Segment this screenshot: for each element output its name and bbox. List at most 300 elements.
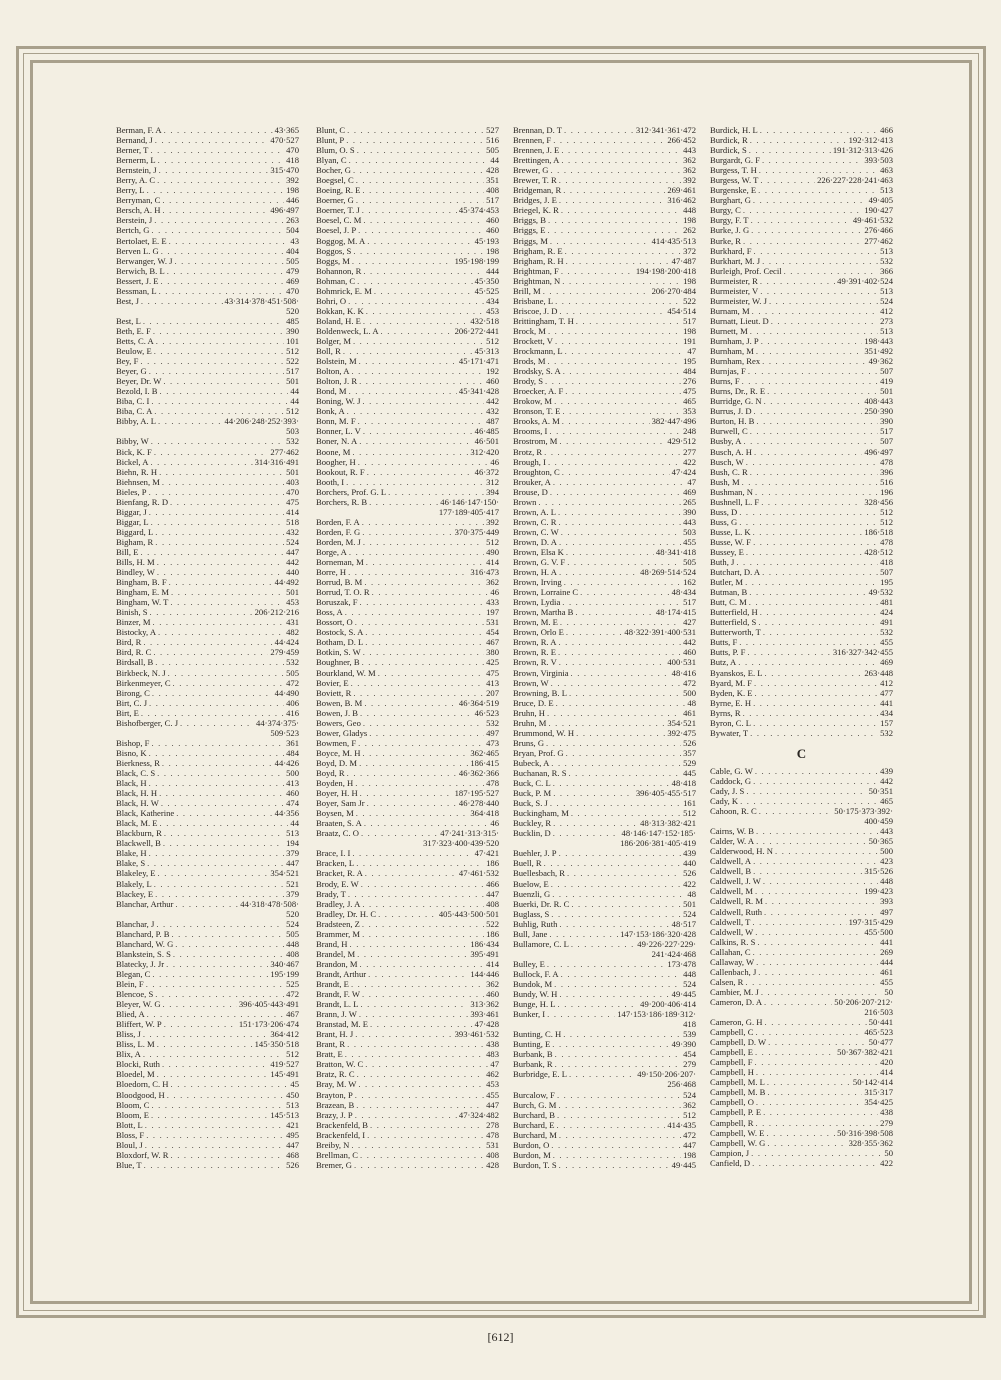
dot-leader [140, 356, 284, 366]
index-entry [710, 286, 893, 296]
entry-pages: 351 [486, 175, 499, 186]
entry-name: Boegsel, C [316, 175, 354, 186]
index-entry [116, 246, 299, 256]
entry-pages: 413 [286, 778, 299, 789]
entry-name: Brennen, J. E [513, 145, 560, 156]
entry-pages: 357 [683, 747, 696, 758]
entry-pages: 518 [286, 516, 299, 527]
dot-leader [155, 989, 284, 999]
entry-name: Bremer, G [316, 1159, 352, 1170]
entry-name: Campbell, F [710, 1057, 753, 1068]
entry-name: Buellesbach, R [513, 868, 566, 879]
dot-leader [559, 567, 638, 577]
index-entry [710, 366, 893, 376]
dot-leader [753, 718, 878, 728]
entry-pages-continued: 216·503 [864, 1006, 893, 1017]
entry-name: Brown, G. V. F [513, 557, 566, 568]
dot-leader [352, 256, 453, 266]
dot-leader [538, 497, 681, 507]
entry-pages: 362 [683, 1099, 696, 1110]
entry-name: Bull, Jane [513, 928, 548, 939]
entry-name: Burmeister, R [710, 275, 758, 286]
dot-leader [553, 1150, 681, 1160]
index-entry [116, 175, 299, 185]
index-column-3 [513, 125, 696, 1170]
entry-pages: 194 [286, 838, 299, 849]
entry-name: Blott, L [116, 1119, 143, 1130]
entry-pages: 512 [486, 536, 499, 547]
index-entry [316, 567, 499, 577]
entry-pages: 419·527 [270, 1059, 299, 1070]
entry-pages: 47·421 [474, 848, 499, 859]
entry-pages-continued: 418 [683, 1019, 696, 1030]
index-entry [116, 457, 299, 467]
dot-leader [367, 798, 457, 808]
entry-pages: 497 [486, 727, 499, 738]
entry-pages: 44·318·478·508· [240, 898, 299, 909]
entry-name: Betts, C. A [116, 335, 154, 346]
dot-leader [559, 436, 665, 446]
entry-pages: 312·420 [470, 446, 499, 457]
dot-leader [164, 1019, 237, 1029]
entry-pages: 49·200·406·414 [640, 999, 696, 1010]
index-entry [316, 547, 499, 557]
entry-name: Berry, L [116, 185, 145, 196]
entry-name: Braatz, C. O [316, 828, 359, 839]
entry-name: Busch, A. H [710, 446, 753, 457]
entry-pages: 478 [880, 456, 893, 467]
entry-name: Bubeck, A [513, 757, 550, 768]
index-entry [710, 937, 893, 947]
entry-name: Caldwell, T [710, 916, 751, 927]
entry-name: Borrud, T. O. R [316, 587, 370, 598]
dot-leader [547, 708, 681, 718]
index-entry [116, 738, 299, 748]
index-entry [710, 256, 893, 266]
entry-pages: 483 [486, 1049, 499, 1060]
dot-leader [362, 205, 457, 215]
dot-leader [742, 376, 879, 386]
index-entry [116, 135, 299, 145]
entry-pages: 328·456 [864, 496, 893, 507]
entry-pages: 527 [486, 125, 499, 135]
index-entry [710, 617, 893, 627]
index-entry [316, 296, 499, 306]
entry-name: Bower, Gladys [316, 727, 368, 738]
dot-leader [758, 617, 878, 627]
dot-leader [346, 477, 484, 487]
entry-name: Bolton, A [316, 366, 350, 377]
index-entry [710, 326, 893, 336]
dot-leader [152, 969, 268, 979]
index-entry [513, 607, 696, 617]
entry-pages: 414·435·513 [651, 235, 696, 246]
index-entry [316, 386, 499, 396]
dot-leader [749, 587, 866, 597]
entry-pages: 479 [286, 265, 299, 276]
index-entry [710, 225, 893, 235]
index-entry [710, 416, 893, 426]
dot-leader [345, 607, 484, 617]
entry-pages: 507 [880, 567, 893, 578]
entry-name: Brown, Elsa K [513, 546, 564, 557]
dot-leader [359, 436, 472, 446]
index-entry [710, 987, 893, 997]
index-entry [513, 246, 696, 256]
entry-pages: 364·418 [470, 808, 499, 819]
index-entry [513, 708, 696, 718]
dot-leader [551, 909, 681, 919]
dot-leader [558, 507, 681, 517]
index-entry [116, 828, 299, 838]
entry-pages: 393·461·532 [454, 1029, 499, 1040]
index-entry [316, 527, 499, 537]
dot-leader [358, 457, 489, 467]
entry-pages: 512 [683, 808, 696, 819]
entry-pages: 470 [286, 285, 299, 296]
index-entry [316, 376, 499, 386]
entry-name: Burkhart, M. J [710, 255, 761, 266]
index-entry [513, 1039, 696, 1049]
index-entry [116, 647, 299, 657]
entry-name: Brand, H [316, 938, 348, 949]
entry-name: Brazean, B [316, 1099, 355, 1110]
entry-pages: 44 [290, 396, 299, 407]
dot-leader [564, 577, 681, 587]
index-entry [710, 205, 893, 215]
dot-leader [762, 356, 867, 366]
index-entry [513, 688, 696, 698]
entry-pages: 491 [880, 617, 893, 628]
index-entry [316, 1160, 499, 1170]
dot-leader [552, 889, 685, 899]
entry-name: Bloxdorf, W. R [116, 1149, 169, 1160]
index-entry [316, 848, 499, 858]
dot-leader [746, 457, 878, 467]
entry-pages: 424 [880, 607, 893, 618]
dot-leader [576, 728, 665, 738]
entry-pages: 512 [880, 506, 893, 517]
dot-leader [549, 426, 681, 436]
dot-leader [555, 1059, 681, 1069]
index-entry [710, 175, 893, 185]
dot-leader [149, 848, 285, 858]
entry-name: Bowers, Geo [316, 717, 361, 728]
entry-pages: 517 [683, 597, 696, 608]
dot-leader [552, 1039, 669, 1049]
entry-pages: 46 [490, 818, 499, 829]
entry-name: Brown, M. E [513, 617, 558, 628]
index-entry [513, 768, 696, 778]
dot-leader [567, 868, 681, 878]
entry-name: Bulley, E [513, 958, 545, 969]
entry-name: Brigham, R. H [513, 255, 564, 266]
entry-name: Burgenske, E [710, 185, 757, 196]
index-entry [513, 306, 696, 316]
entry-name: Caldwell, B [710, 866, 752, 877]
entry-pages: 276 [683, 376, 696, 387]
entry-name: Brown, R. E [513, 647, 556, 658]
entry-name: Black, Katherine [116, 808, 175, 819]
entry-pages: 414 [286, 506, 299, 517]
index-entry [710, 708, 893, 718]
entry-name: Bloodgood, H [116, 1089, 165, 1100]
index-entry [316, 1110, 499, 1120]
dot-leader [360, 999, 468, 1009]
entry-pages: 390 [880, 416, 893, 427]
index-entry [316, 1100, 499, 1110]
entry-pages: 279 [683, 1059, 696, 1070]
entry-name: Bibby, W [116, 436, 149, 447]
entry-pages: 413 [486, 677, 499, 688]
entry-name: Burrus, J. D [710, 406, 752, 417]
dot-leader [348, 296, 484, 306]
entry-name: Blein, F [116, 978, 144, 989]
entry-pages: 403 [286, 476, 299, 487]
dot-leader [562, 416, 650, 426]
entry-name: Campbell, R [710, 1117, 754, 1128]
dot-leader [158, 155, 284, 165]
dot-leader [752, 306, 878, 316]
entry-pages: 482 [286, 627, 299, 638]
index-entry [513, 296, 696, 306]
index-entry [513, 1090, 696, 1100]
index-entry [116, 698, 299, 708]
dot-leader [768, 1037, 866, 1047]
entry-pages: 279·459 [270, 647, 299, 658]
dot-leader [355, 778, 484, 788]
index-entry [316, 828, 499, 838]
entry-name: Bratz, R. C [316, 1069, 355, 1080]
dot-leader [357, 1069, 484, 1079]
entry-name: Canfield, D [710, 1157, 751, 1168]
entry-name: Brown, H. A [513, 567, 557, 578]
index-entry [513, 426, 696, 436]
entry-name: Burbank, R [513, 1059, 553, 1070]
entry-pages: 49·390 [671, 1039, 696, 1050]
index-entry [116, 1079, 299, 1089]
dot-leader [356, 175, 484, 185]
dot-leader [365, 637, 484, 647]
index-entry [316, 858, 499, 868]
entry-name: Buss, G [710, 516, 738, 527]
index-entry [316, 1130, 499, 1140]
dot-leader [364, 577, 484, 587]
dot-leader [736, 557, 878, 567]
entry-pages: 390 [286, 325, 299, 336]
entry-name: Bloom, E [116, 1109, 149, 1120]
dot-leader [180, 718, 254, 728]
entry-name: Burcalow, F [513, 1089, 555, 1100]
index-entry [513, 647, 696, 657]
entry-name: Bowen, B. M [316, 697, 363, 708]
index-entry [710, 467, 893, 477]
entry-pages-continued: 520 [286, 305, 299, 316]
entry-pages: 393·461 [470, 1009, 499, 1020]
dot-leader [164, 828, 284, 838]
entry-pages: 475 [286, 496, 299, 507]
index-entry [710, 1077, 893, 1087]
entry-pages: 46 [490, 587, 499, 598]
entry-pages: 144·446 [470, 968, 499, 979]
index-entry [116, 577, 299, 587]
index-entry [513, 276, 696, 286]
entry-name: Black, H [116, 778, 147, 789]
dot-leader [559, 537, 681, 547]
dot-leader [347, 1039, 484, 1049]
dot-leader [345, 1049, 484, 1059]
entry-pages: 45·313 [474, 346, 499, 357]
index-entry [513, 386, 696, 396]
entry-pages: 460 [486, 989, 499, 1000]
dot-leader [360, 959, 485, 969]
entry-pages: 408·443 [864, 396, 893, 407]
index-entry [513, 1059, 696, 1069]
index-entry [513, 145, 696, 155]
index-column-1 [116, 125, 299, 1170]
entry-pages-continued: 241·424·468 [651, 948, 696, 959]
dot-leader [362, 657, 485, 667]
index-entry [710, 477, 893, 487]
entry-name: Berwich, B. L [116, 265, 165, 276]
index-entry [316, 899, 499, 909]
dot-leader [755, 1027, 862, 1037]
entry-pages: 444 [486, 265, 499, 276]
entry-pages: 439 [880, 765, 893, 776]
dot-leader [158, 627, 284, 637]
index-entry [116, 748, 299, 758]
entry-pages: 48 [687, 697, 696, 708]
entry-pages: 439 [683, 848, 696, 859]
index-entry [513, 678, 696, 688]
entry-pages: 393·503 [864, 155, 893, 166]
entry-pages: 513 [286, 1099, 299, 1110]
entry-name: Bertolaet, E. E [116, 235, 167, 246]
dot-leader [746, 786, 866, 796]
entry-pages: 353 [683, 406, 696, 417]
index-entry [316, 135, 499, 145]
dot-leader [547, 356, 681, 366]
dot-leader [544, 858, 681, 868]
dot-leader [765, 668, 863, 678]
dot-leader [755, 688, 879, 698]
dot-leader [151, 1100, 284, 1110]
entry-name: Caldwell, W [710, 926, 754, 937]
entry-pages: 477 [880, 687, 893, 698]
dot-leader [753, 698, 878, 708]
dot-leader [559, 848, 682, 858]
dot-leader [551, 879, 681, 889]
dot-leader [769, 296, 878, 306]
entry-name: Bratt, E [316, 1049, 343, 1060]
entry-pages: 453 [486, 1079, 499, 1090]
dot-leader [557, 1090, 681, 1100]
index-entry [116, 868, 299, 878]
dot-leader [575, 607, 654, 617]
index-entry [116, 336, 299, 346]
dot-leader [154, 879, 284, 889]
entry-name: Brisbane, L [513, 295, 554, 306]
entry-pages: 50·316·398·508 [837, 1127, 893, 1138]
entry-name: Bliffert, W. P [116, 1019, 162, 1030]
entry-name: Calderwood, H. N [710, 846, 774, 857]
index-entry [316, 909, 499, 919]
index-entry [316, 798, 499, 808]
entry-name: Blake, S [116, 858, 146, 869]
entry-name: Busse, W. F [710, 536, 752, 547]
dot-leader [367, 1130, 484, 1140]
entry-name: Biehnsen, M [116, 476, 160, 487]
index-entry [513, 356, 696, 366]
entry-pages: 524 [880, 295, 893, 306]
entry-name: Bliss, J [116, 1029, 141, 1040]
dot-leader [767, 1087, 862, 1097]
entry-name: Blakely, L [116, 878, 152, 889]
entry-pages: 524 [683, 1089, 696, 1100]
entry-pages: 45·525 [474, 285, 499, 296]
entry-pages: 396·405·443·491 [238, 999, 299, 1010]
entry-name: Boggos, S [316, 245, 352, 256]
index-entry [513, 1049, 696, 1059]
entry-name: Briggs, M [513, 235, 548, 246]
dot-leader [566, 627, 623, 637]
index-entry [116, 768, 299, 778]
entry-pages: 473 [486, 737, 499, 748]
index-entry [316, 346, 499, 356]
entry-pages-continued: 400·459 [864, 816, 893, 827]
entry-name: Buck, P. M [513, 788, 552, 799]
entry-pages: 379 [286, 848, 299, 859]
index-column-4 [710, 125, 893, 1168]
entry-name: Best, L [116, 315, 141, 326]
entry-name: Blunt, C [316, 125, 346, 135]
entry-pages-continued: 256·468 [667, 1079, 696, 1090]
index-entry [316, 879, 499, 889]
entry-pages: 418 [880, 557, 893, 568]
entry-name: Bey, F [116, 356, 139, 367]
entry-name: Bolger, M [316, 335, 351, 346]
entry-name: Buehler, J. P [513, 848, 557, 859]
entry-pages: 421 [286, 1119, 299, 1130]
entry-name: Brown, A. L [513, 506, 556, 517]
dot-leader [363, 316, 468, 326]
index-entry [116, 879, 299, 889]
dot-leader [757, 937, 878, 947]
entry-name: Boughner, B [316, 657, 360, 668]
entry-name: Bourkland, W. M [316, 667, 376, 678]
dot-leader [374, 286, 473, 296]
dot-leader [754, 406, 863, 416]
entry-pages: 195 [683, 356, 696, 367]
entry-pages: 277·462 [270, 446, 299, 457]
index-entry [710, 517, 893, 527]
dot-leader [743, 205, 863, 215]
entry-name: Bullock, F. A [513, 968, 559, 979]
dot-leader [360, 708, 473, 718]
dot-leader [151, 225, 284, 235]
entry-name: Blegan, C [116, 968, 151, 979]
dot-leader [368, 969, 468, 979]
entry-pages-continued: 317·323·400·439·520 [423, 838, 499, 849]
index-entry [513, 236, 696, 246]
index-entry [116, 1150, 299, 1160]
entry-pages: 269 [880, 946, 893, 957]
entry-name: Burmeister, W. J [710, 295, 767, 306]
index-entry [710, 557, 893, 567]
index-entry [710, 1107, 893, 1117]
entry-name: Boesel, C. M [316, 215, 362, 226]
index-entry [710, 1158, 893, 1168]
